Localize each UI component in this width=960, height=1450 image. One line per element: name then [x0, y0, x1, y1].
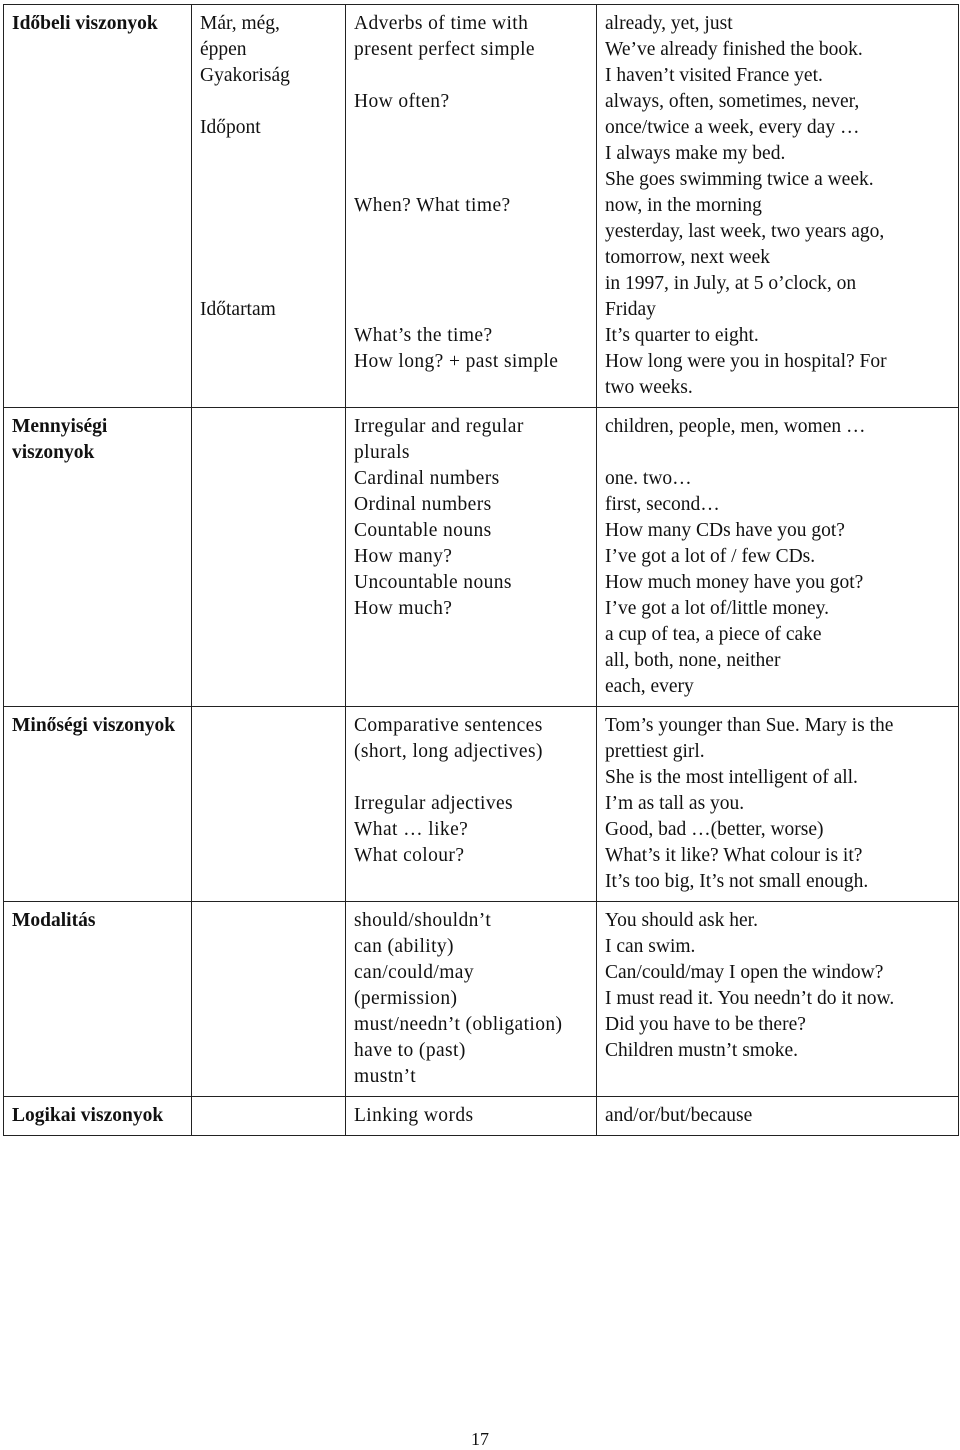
examples-line: and/or/but/because: [605, 1105, 753, 1126]
sub-cell: [192, 1097, 346, 1136]
structures-line: How often?: [354, 91, 450, 112]
structures-line: Cardinal numbers: [354, 468, 500, 489]
examples-cell: [597, 1097, 959, 1136]
structures-line: Countable nouns: [354, 520, 492, 541]
structures-cell: [346, 5, 597, 408]
sub-line: Időpont: [200, 117, 261, 138]
examples-line: in 1997, in July, at 5 o’clock, on: [605, 273, 857, 294]
sub-line: [200, 167, 337, 193]
table-row: [4, 707, 959, 902]
examples-line: one. two…: [605, 468, 692, 489]
examples-line: We’ve already finished the book.: [605, 39, 863, 60]
examples-line: It’s too big, It’s not small enough.: [605, 871, 869, 892]
examples-line: Did you have to be there?: [605, 1014, 806, 1035]
examples-line: yesterday, last week, two years ago,: [605, 221, 885, 242]
examples-line: I haven’t visited France yet.: [605, 65, 823, 86]
grammar-table: [3, 4, 959, 1136]
examples-line: How much money have you got?: [605, 572, 864, 593]
structures-line: (permission): [354, 988, 458, 1009]
examples-line: each, every: [605, 676, 694, 697]
structures-cell: [346, 408, 597, 707]
category-label: Modalitás: [12, 910, 96, 931]
structures-line: Comparative sentences: [354, 715, 543, 736]
sub-line: [200, 193, 337, 219]
examples-line: now, in the morning: [605, 195, 762, 216]
page-number: 17: [471, 1429, 489, 1449]
structures-line: What … like?: [354, 819, 469, 840]
table-row: [4, 5, 959, 408]
category-cell: [4, 707, 192, 902]
sub-line: [200, 245, 337, 271]
examples-line: [605, 440, 950, 466]
examples-line: What’s it like? What colour is it?: [605, 845, 863, 866]
examples-line: How many CDs have you got?: [605, 520, 845, 541]
structures-line: Adverbs of time with: [354, 13, 529, 34]
structures-line: should/shouldn’t: [354, 910, 492, 931]
examples-cell: [597, 5, 959, 408]
table-row: [4, 408, 959, 707]
examples-line: I always make my bed.: [605, 143, 786, 164]
structures-line: [354, 765, 588, 791]
structures-line: When? What time?: [354, 195, 511, 216]
examples-line: How long were you in hospital? For: [605, 351, 887, 372]
category-label: Logikai viszonyok: [12, 1105, 164, 1126]
structures-line: [354, 167, 588, 193]
sub-cell: [192, 707, 346, 902]
examples-line: I’ve got a lot of/little money.: [605, 598, 830, 619]
structures-line: What’s the time?: [354, 325, 493, 346]
examples-cell: [597, 707, 959, 902]
examples-line: once/twice a week, every day …: [605, 117, 860, 138]
table-row: [4, 1097, 959, 1136]
structures-line: present perfect simple: [354, 39, 535, 60]
category-cell: [4, 1097, 192, 1136]
sub-line: [200, 89, 337, 115]
structures-line: Uncountable nouns: [354, 572, 512, 593]
structures-line: [354, 271, 588, 297]
examples-line: first, second…: [605, 494, 720, 515]
structures-line: (short, long adjectives): [354, 741, 543, 762]
structures-line: [354, 219, 588, 245]
sub-line: [200, 219, 337, 245]
category-cell: [4, 902, 192, 1097]
examples-line: children, people, men, women …: [605, 416, 866, 437]
examples-cell: [597, 902, 959, 1097]
category-cell: [4, 408, 192, 707]
structures-line: What colour?: [354, 845, 465, 866]
examples-line: It’s quarter to eight.: [605, 325, 759, 346]
structures-line: Irregular adjectives: [354, 793, 514, 814]
sub-line: [200, 141, 337, 167]
examples-line: all, both, none, neither: [605, 650, 781, 671]
structures-line: How much?: [354, 598, 453, 619]
examples-line: Tom’s younger than Sue. Mary is the: [605, 715, 894, 736]
table-row: [4, 902, 959, 1097]
structures-line: [354, 63, 588, 89]
sub-cell: [192, 5, 346, 408]
category-cell: [4, 5, 192, 408]
examples-line: Friday: [605, 299, 656, 320]
structures-line: Linking words: [354, 1105, 474, 1126]
structures-line: [354, 115, 588, 141]
examples-line: tomorrow, next week: [605, 247, 770, 268]
sub-cell: [192, 408, 346, 707]
structures-cell: [346, 1097, 597, 1136]
structures-cell: [346, 902, 597, 1097]
structures-line: [354, 297, 588, 323]
structures-line: [354, 245, 588, 271]
examples-line: I can swim.: [605, 936, 696, 957]
examples-line: She goes swimming twice a week.: [605, 169, 874, 190]
structures-line: can (ability): [354, 936, 454, 957]
examples-line: two weeks.: [605, 377, 693, 398]
sub-line: Már, még,: [200, 13, 280, 34]
examples-line: I must read it. You needn’t do it now.: [605, 988, 895, 1009]
sub-line: Gyakoriság: [200, 65, 290, 86]
category-label: Minőségi viszonyok: [12, 715, 176, 736]
sub-line: [200, 271, 337, 297]
structures-line: Ordinal numbers: [354, 494, 492, 515]
structures-line: plurals: [354, 442, 410, 463]
structures-cell: [346, 707, 597, 902]
examples-line: prettiest girl.: [605, 741, 705, 762]
sub-cell: [192, 902, 346, 1097]
examples-cell: [597, 408, 959, 707]
examples-line: Good, bad …(better, worse): [605, 819, 824, 840]
examples-line: She is the most intelligent of all.: [605, 767, 858, 788]
examples-line: Children mustn’t smoke.: [605, 1040, 799, 1061]
structures-line: have to (past): [354, 1040, 466, 1061]
structures-line: must/needn’t (obligation): [354, 1014, 563, 1035]
sub-line: Időtartam: [200, 299, 276, 320]
examples-line: already, yet, just: [605, 13, 733, 34]
examples-line: I’m as tall as you.: [605, 793, 745, 814]
examples-line: You should ask her.: [605, 910, 758, 931]
examples-line: a cup of tea, a piece of cake: [605, 624, 822, 645]
examples-line: I’ve got a lot of / few CDs.: [605, 546, 816, 567]
examples-line: Can/could/may I open the window?: [605, 962, 884, 983]
structures-line: mustn’t: [354, 1066, 417, 1087]
examples-line: always, often, sometimes, never,: [605, 91, 860, 112]
structures-line: Irregular and regular: [354, 416, 524, 437]
category-label: Időbeli viszonyok: [12, 13, 158, 34]
structures-line: How long? + past simple: [354, 351, 559, 372]
category-label: Mennyiségi viszonyok: [12, 416, 108, 463]
structures-line: [354, 141, 588, 167]
sub-line: éppen: [200, 39, 247, 60]
grammar-table-body: [4, 5, 959, 1136]
structures-line: can/could/may: [354, 962, 474, 983]
structures-line: How many?: [354, 546, 453, 567]
